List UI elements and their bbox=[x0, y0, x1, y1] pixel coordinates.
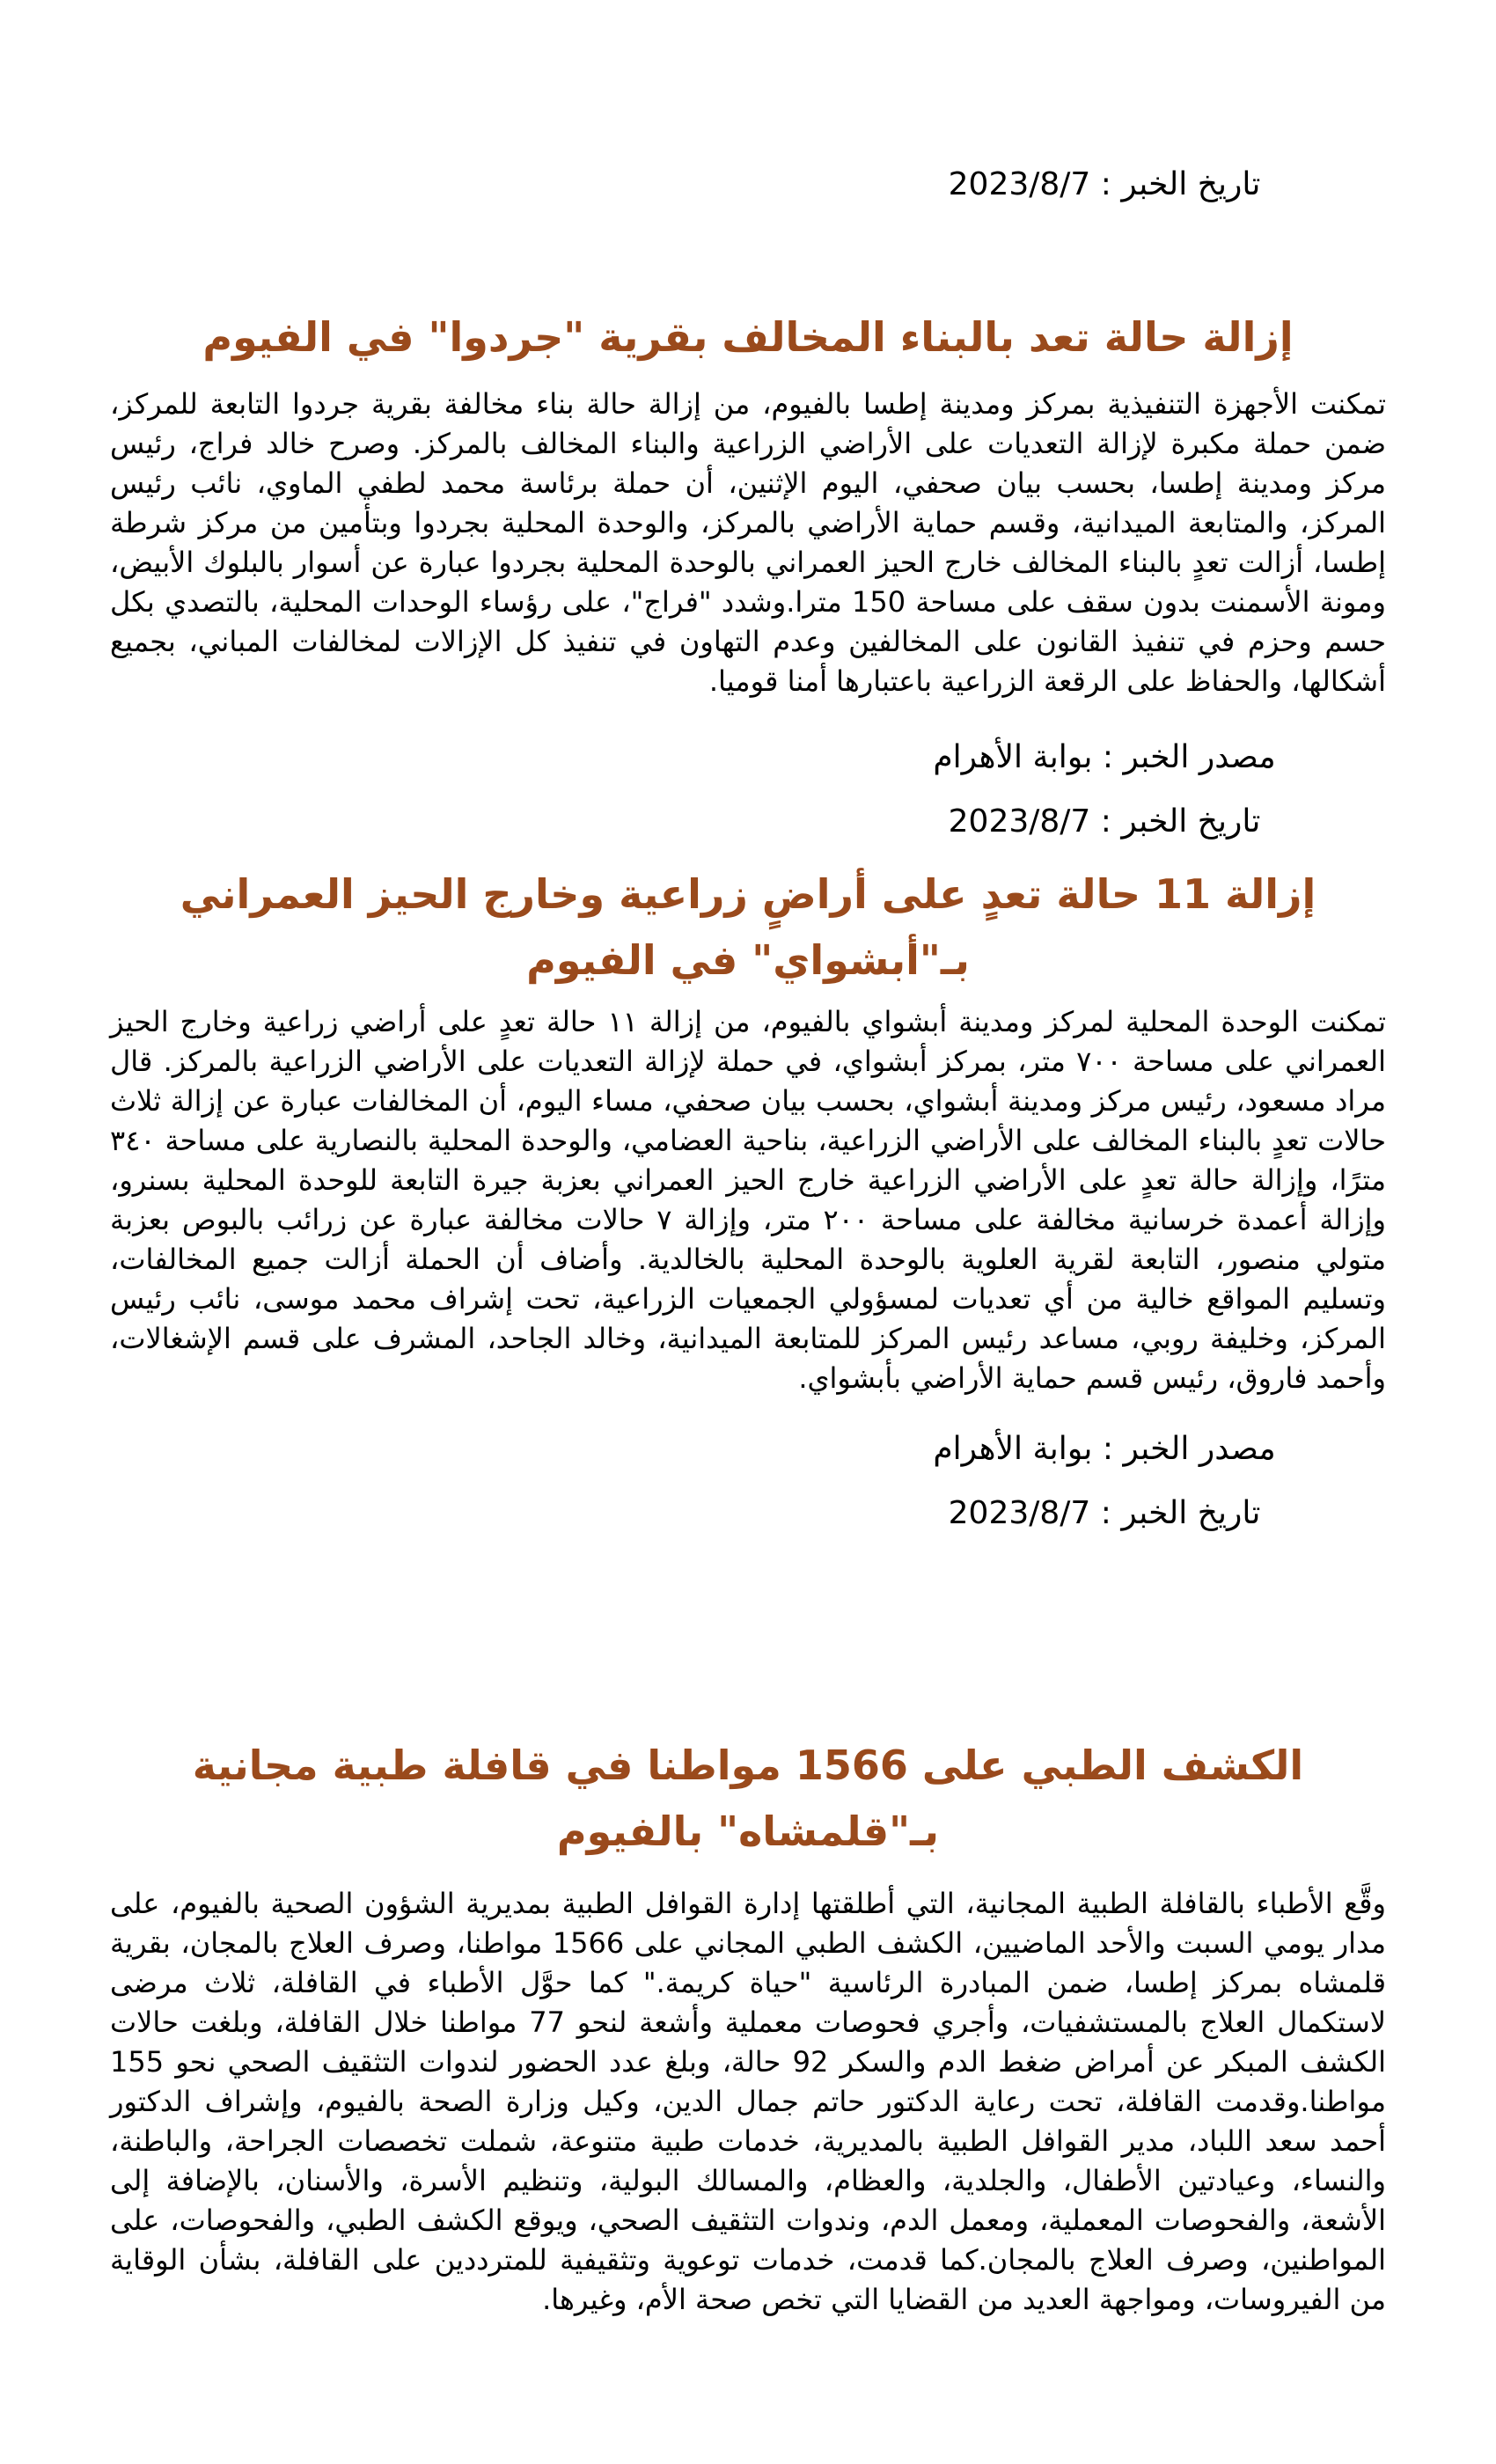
article-body-text: وقَّع الأطباء بالقافلة الطبية المجانية، التي أطلقتها إدارة القوافل الطبية بمديرية الشؤون الصحية بالفيوم، على مدار يومي السبت والأحد الماضيين، الكشف الطبي المجاني على 1566 مواطنا، وصرف العلاج بالمجان، بقرية قلمشاه بمركز إطسا، ضمن المبادرة الرئاسية "حياة كريمة." كما حوَّل الأطباء في القافلة، ثلاث مرضى لاستكمال العلاج بالمستشفيات، وأجري فحوصات معملية وأشعة لنحو 77 مواطنا خلال القافلة، وبلغت حالات الكشف المبكر عن أمراض ضغط الدم والسكر 92 حالة، وبلغ عدد الحضور لندوات التثقيف الصحي نحو 155 مواطنا.وقدمت القافلة، تحت رعاية الدكتور حاتم جمال الدين، وكيل وزارة الصحة بالفيوم، وإشراف الدكتور أحمد سعد اللباد، مدير القوافل الطبية بالمديرية، خدمات طبية متنوعة، شملت تخصصات الجراحة، والباطنة، والنساء، وعيادتين الأطفال، والجلدية، والعظام، والمسالك البولية، وتنظيم الأسرة، والأسنان، بالإضافة إلى الأشعة، والفحوصات المعملية، ومعمل الدم، وندوات التثقيف الصحي، ويوقع الكشف الطبي، والفحوصات، على المواطنين، وصرف العلاج بالمجان.كما قدمت، خدمات توعوية وتثقيفية للمترددين على القافلة، بشأن الوقاية من الفيروسات، ومواجهة العديد من القضايا التي تخص صحة الأم، وغيرها. bbox=[110, 1887, 1387, 2316]
article-headline: الكشف الطبي على 1566 مواطنا في قافلة طبية مجانية بـ"قلمشاه" بالفيوم bbox=[192, 1742, 1304, 1855]
news-source-line: مصدر الخبر : بوابة الأهرام bbox=[933, 1431, 1276, 1467]
article-2 bbox=[110, 803, 1386, 1468]
article-body-text: تمكنت الأجهزة التنفيذية بمركز ومدينة إطسا بالفيوم، من إزالة حالة بناء مخالفة بقرية جردوا التابعة للمركز، ضمن حملة مكبرة لإزالة التعديات على الأراضي الزراعية والبناء المخالف بالمركز. وصرح خالد فراج، رئيس مركز ومدينة إطسا، بحسب بيان صحفي، اليوم الإثنين، أن حملة برئاسة محمد لطفي الماوي، نائب رئيس المركز، والمتابعة الميدانية، وقسم حماية الأراضي بالمركز، والوحدة المحلية بجردوا وبتأمين من مركز شرطة إطسا، أزالت تعدٍ بالبناء المخالف خارج الحيز العمراني بالوحدة المحلية بجردوا عبارة عن أسوار بالبلوك الأبيض، ومونة الأسمنت بدون سقف على مساحة 150 مترا.وشدد "فراج"، على رؤساء الوحدات المحلية، بالتصدي بكل حسم وحزم في تنفيذ القانون على المخالفين وعدم التهاون في تنفيذ كل الإزالات لمخالفات المباني، بجميع أشكالها، والحفاظ على الرقعة الزراعية باعتبارها أمنا قوميا. bbox=[110, 387, 1387, 698]
news-date-line: تاريخ الخبر : 2023/8/7 bbox=[948, 1495, 1261, 1531]
news-date-line: تاريخ الخبر : 2023/8/7 bbox=[948, 166, 1261, 202]
news-source-line: مصدر الخبر : بوابة الأهرام bbox=[933, 739, 1276, 775]
article-3 bbox=[110, 1494, 1386, 2320]
article-body-text: تمكنت الوحدة المحلية لمركز ومدينة أبشواي بالفيوم، من إزالة ١١ حالة تعدٍ على أراضي زراعية وخارج الحيز العمراني على مساحة ٧٠٠ متر، بمركز أبشواي، في حملة لإزالة التعديات على الأراضي الزراعية بالمركز. قال مراد مسعود، رئيس مركز ومدينة أبشواي، بحسب بيان صحفي، مساء اليوم، أن المخالفات عبارة عن إزالة ثلاث حالات تعدٍ بالبناء المخالف على الأراضي الزراعية، بناحية العضامي، والوحدة المحلية بالنصارية على مساحة ٣٤٠ مترًا، وإزالة حالة تعدٍ على الأراضي الزراعية خارج الحيز العمراني بعزبة جيرة التابعة للوحدة المحلية بسنرو، وإزالة أعمدة خرسانية مخالفة على مساحة ٢٠٠ متر، وإزالة ٧ حالات مخالفة عبارة عن زرائب بالبوص بعزبة متولي منصور، التابعة لقرية العلوية بالوحدة المحلية بالخالدية. وأضاف أن الحملة أزالت جميع المخالفات، وتسليم المواقع خالية من أي تعديات لمسؤولي الجمعيات الزراعية، تحت إشراف محمد موسى، نائب رئيس المركز، وخليفة روبي، مساعد رئيس المركز للمتابعة الميدانية، وخالد الجاحد، المشرف على قسم الإشغالات، وأحمد فاروق، رئيس قسم حماية الأراضي بأبشواي. bbox=[110, 1005, 1387, 1395]
article-headline: إزالة 11 حالة تعدٍ على أراضٍ زراعية وخارج الحيز العمراني بـ"أبشواي" في الفيوم bbox=[180, 870, 1316, 984]
news-date-line: تاريخ الخبر : 2023/8/7 bbox=[948, 803, 1261, 840]
article-headline: إزالة حالة تعد بالبناء المخالف بقرية "جردوا" في الفيوم bbox=[202, 313, 1294, 361]
article-1 bbox=[110, 165, 1386, 776]
